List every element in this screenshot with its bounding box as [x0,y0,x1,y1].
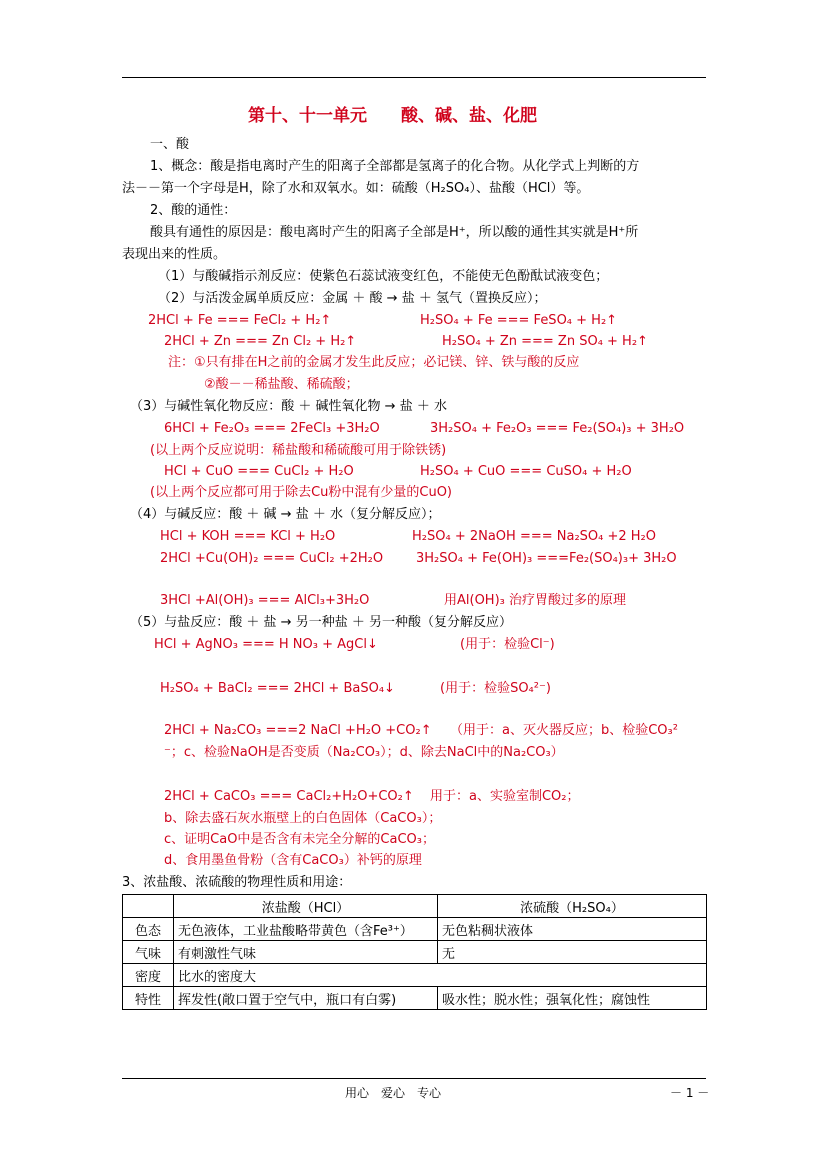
equation-h2so4-fe: H₂SO₄ + Fe === FeSO₄ + H₂↑ [420,313,618,328]
equation-h2so4-cuo: H₂SO₄ + CuO === CuSO₄ + H₂O [420,464,632,479]
general-properties-line-1: 酸具有通性的原因是：酸电离时产生的阳离子全部是H⁺，所以酸的通性其实就是H⁺所 [150,225,639,240]
footer-rule [122,1078,706,1079]
property-3: （3）与碱性氧化物反应：酸 ＋ 碱性氧化物 → 盐 ＋ 水 [130,399,447,414]
table-cell: 特性 [123,987,174,1010]
note-caco3-use-b: b、除去盛石灰水瓶壁上的白色固体（CaCO₃）； [164,811,442,826]
note-cl-test: (用于：检验Cl⁻) [460,637,555,652]
note-caco3-use-c: c、证明CaO中是否含有未完全分解的CaCO₃； [164,832,435,847]
general-properties-heading: 2、酸的通性： [150,203,237,218]
footer-motto: 用心 爱心 专心 [345,1086,442,1100]
equation-h2so4-zn: H₂SO₄ + Zn === Zn SO₄ + H₂↑ [442,334,648,349]
table-header-cell: 浓硫酸（H₂SO₄） [438,895,707,918]
general-properties-line-2: 表现出来的性质。 [122,247,227,262]
table-cell: 有刺激性气味 [174,941,438,964]
equation-hcl-na2co3: 2HCl + Na₂CO₃ ===2 NaCl +H₂O +CO₂↑ [164,723,432,738]
section-acid-heading: 一、酸 [150,137,190,152]
section-3-heading: 3、浓盐酸、浓硫酸的物理性质和用途： [122,875,352,890]
equation-hcl-koh: HCl + KOH === KCl + H₂O [160,529,336,544]
note-so4-test: (用于：检验SO₄²⁻) [440,681,551,696]
note-caco3-use-d: d、食用墨鱼骨粉（含有CaCO₃）补钙的原理 [164,853,422,868]
property-5: （5）与盐反应：酸 ＋ 盐 → 另一种盐 ＋ 另一种酸（复分解反应） [130,615,512,630]
equation-hcl-fe: 2HCl + Fe === FeCl₂ + H₂↑ [148,313,332,328]
property-2: （2）与活泼金属单质反应：金属 ＋ 酸 → 盐 ＋ 氢气（置换反应）； [158,291,547,306]
equation-hcl-cuo: HCl + CuO === CuCl₂ + H₂O [164,464,354,479]
note-cuo-removal: (以上两个反应都可用于除去Cu粉中混有少量的CuO) [150,485,453,500]
equation-h2so4-fe2o3: 3H₂SO₄ + Fe₂O₃ === Fe₂(SO₄)₃ + 3H₂O [430,421,685,436]
table-row [123,964,707,987]
note-caco3-use-a: 用于：a、实验室制CO₂； [430,789,580,804]
equation-hcl-cuoh2: 2HCl +Cu(OH)₂ === CuCl₂ +2H₂O [160,551,384,566]
concept-line-2: 法－－第一个字母是H，除了水和双氧水。如：硫酸（H₂SO₄）、盐酸（HCl）等。 [122,181,590,196]
table-row [123,987,707,1010]
table-header-cell [123,895,174,918]
note-2: ②酸－－稀盐酸、稀硫酸； [204,377,359,392]
note-na2co3-uses-2: ⁻；c、检验NaOH是否变质（Na₂CO₃）；d、除去NaCl中的Na₂CO₃） [164,745,564,760]
table-row [123,941,707,964]
property-1: （1）与酸碱指示剂反应：使紫色石蕊试液变红色，不能使无色酚酞试液变色； [158,269,609,284]
table-cell: 色态 [123,918,174,941]
header-rule [122,77,706,78]
acid-properties-table [122,894,707,1010]
equation-hcl-zn: 2HCl + Zn === Zn Cl₂ + H₂↑ [164,334,357,349]
property-4: （4）与碱反应：酸 ＋ 碱 → 盐 ＋ 水（复分解反应）； [130,507,441,522]
table-cell: 挥发性(敞口置于空气中，瓶口有白雾) [174,987,438,1010]
concept-line-1: 1、概念：酸是指电离时产生的阳离子全部都是氢离子的化合物。从化学式上判断的方 [150,159,640,174]
equation-h2so4-bacl2: H₂SO₄ + BaCl₂ === 2HCl + BaSO₄↓ [160,681,395,696]
table-cell: 密度 [123,964,174,987]
table-cell: 无色液体，工业盐酸略带黄色（含Fe³⁺） [174,918,438,941]
equation-hcl-fe2o3: 6HCl + Fe₂O₃ === 2FeCl₃ +3H₂O [164,421,380,436]
equation-h2so4-feoh3: 3H₂SO₄ + Fe(OH)₃ ===Fe₂(SO₄)₃+ 3H₂O [416,551,677,566]
table-cell: 无色粘稠状液体 [438,918,707,941]
equation-h2so4-naoh: H₂SO₄ + 2NaOH === Na₂SO₄ +2 H₂O [412,529,656,544]
note-antacid: 用Al(OH)₃ 治疗胃酸过多的原理 [444,593,627,608]
table-cell: 比水的密度大 [174,964,707,987]
note-na2co3-uses-1: （用于：a、灭火器反应；b、检验CO₃² [450,723,678,738]
equation-hcl-caco3: 2HCl + CaCO₃ === CaCl₂+H₂O+CO₂↑ [164,789,414,804]
table-cell: 吸水性；脱水性；强氧化性；腐蚀性 [438,987,707,1010]
page-title: 第十、十一单元 酸、碱、盐、化肥 [248,106,537,126]
table-row [123,918,707,941]
note-rust-removal: (以上两个反应说明：稀盐酸和稀硫酸可用于除铁锈) [150,443,447,458]
table-cell: 无 [438,941,707,964]
equation-hcl-aloh3: 3HCl +Al(OH)₃ === AlCl₃+3H₂O [160,593,370,608]
table-header-cell: 浓盐酸（HCl） [174,895,438,918]
table-header-row [123,895,707,918]
page-number: － 1 － [670,1086,710,1100]
table-cell: 气味 [123,941,174,964]
equation-hcl-agno3: HCl + AgNO₃ === H NO₃ + AgCl↓ [154,637,378,652]
note-1: 注：①只有排在H之前的金属才发生此反应；必记镁、锌、铁与酸的反应 [168,355,580,370]
